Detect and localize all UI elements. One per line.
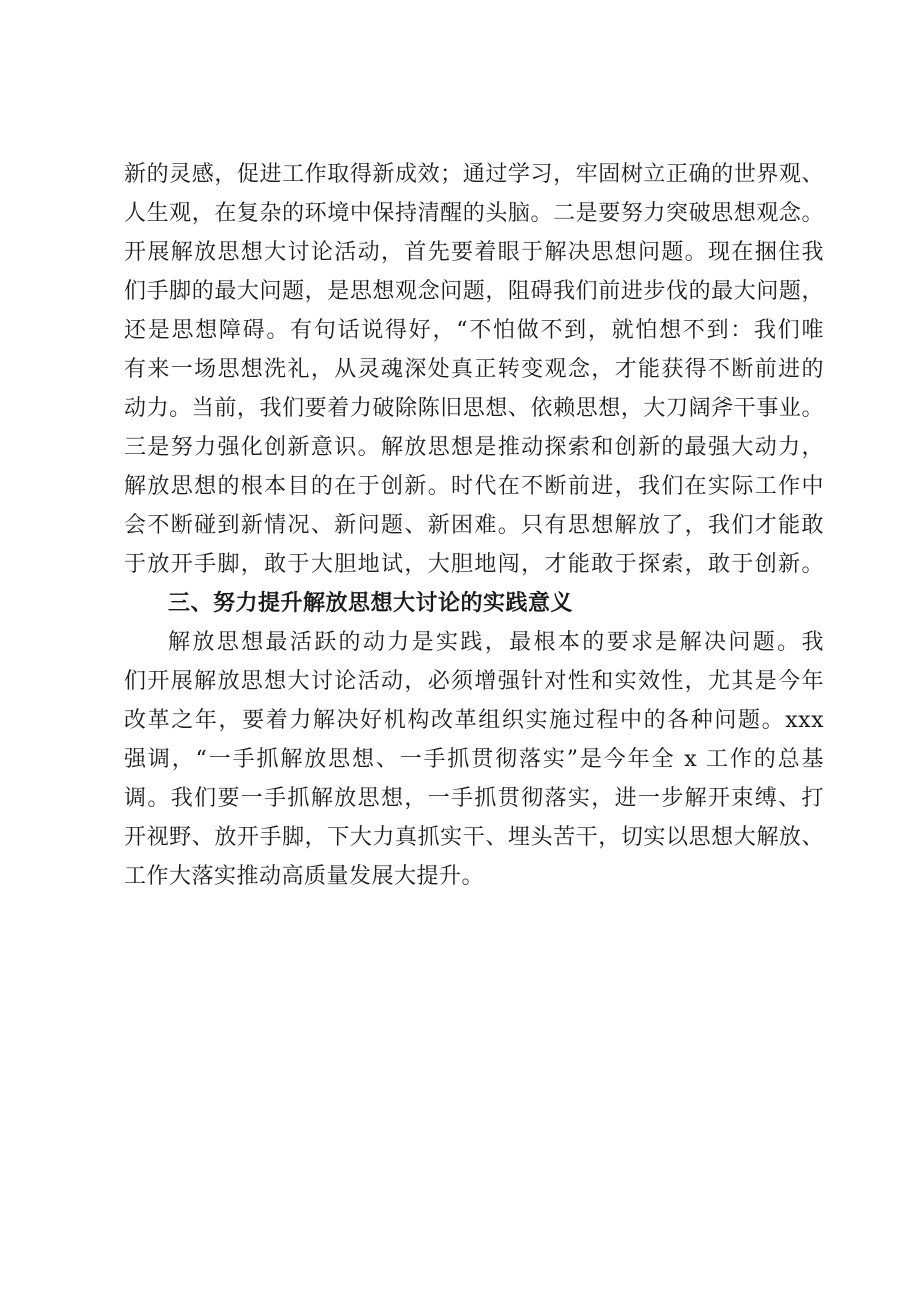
paragraph-line: 们开展解放思想大讨论活动，必须增强针对性和实效性，尤其是今年	[124, 669, 824, 694]
paragraph-line: 开视野、放开手脚，下大力真抓实干、埋头苦干，切实以思想大解放、	[124, 825, 824, 850]
paragraph-line: 动力。当前，我们要着力破除陈旧思想、依赖思想，大刀阔斧干事业。	[124, 396, 824, 421]
paragraph-line: 会不断碰到新情况、新问题、新困难。只有思想解放了，我们才能敢	[124, 513, 824, 538]
paragraph-line: 解放思想最活跃的动力是实践，最根本的要求是解决问题。我	[168, 630, 824, 655]
paragraph-line: 有来一场思想洗礼，从灵魂深处真正转变观念，才能获得不断前进的	[124, 357, 824, 382]
paragraph-line: 改革之年，要着力解决好机构改革组织实施过程中的各种问题。xxx	[124, 708, 824, 733]
paragraph-line: 调。我们要一手抓解放思想，一手抓贯彻落实，进一步解开束缚、打	[124, 786, 824, 811]
paragraph-line: 三是努力强化创新意识。解放思想是推动探索和创新的最强大动力，	[124, 435, 824, 460]
paragraph-line: 人生观，在复杂的环境中保持清醒的头脑。二是要努力突破思想观念。	[124, 201, 824, 226]
paragraph-line: 工作大落实推动高质量发展大提升。	[124, 864, 485, 889]
paragraph-line: 于放开手脚，敢于大胆地试，大胆地闯，才能敢于探索，敢于创新。	[124, 552, 824, 577]
paragraph-line: 开展解放思想大讨论活动，首先要着眼于解决思想问题。现在捆住我	[124, 240, 824, 265]
paragraph-line: 新的灵感，促进工作取得新成效；通过学习，牢固树立正确的世界观、	[124, 162, 824, 187]
paragraph-line: 强调，“一手抓解放思想、一手抓贯彻落实”是今年全 x 工作的总基	[124, 747, 824, 772]
section-heading: 三、努力提升解放思想大讨论的实践意义	[168, 591, 574, 616]
paragraph-line: 还是思想障碍。有句话说得好，“不怕做不到，就怕想不到：我们唯	[124, 318, 824, 343]
paragraph-line: 们手脚的最大问题，是思想观念问题，阻碍我们前进步伐的最大问题，	[124, 279, 824, 304]
paragraph-line: 解放思想的根本目的在于创新。时代在不断前进，我们在实际工作中	[124, 474, 824, 499]
document-body	[124, 155, 824, 896]
